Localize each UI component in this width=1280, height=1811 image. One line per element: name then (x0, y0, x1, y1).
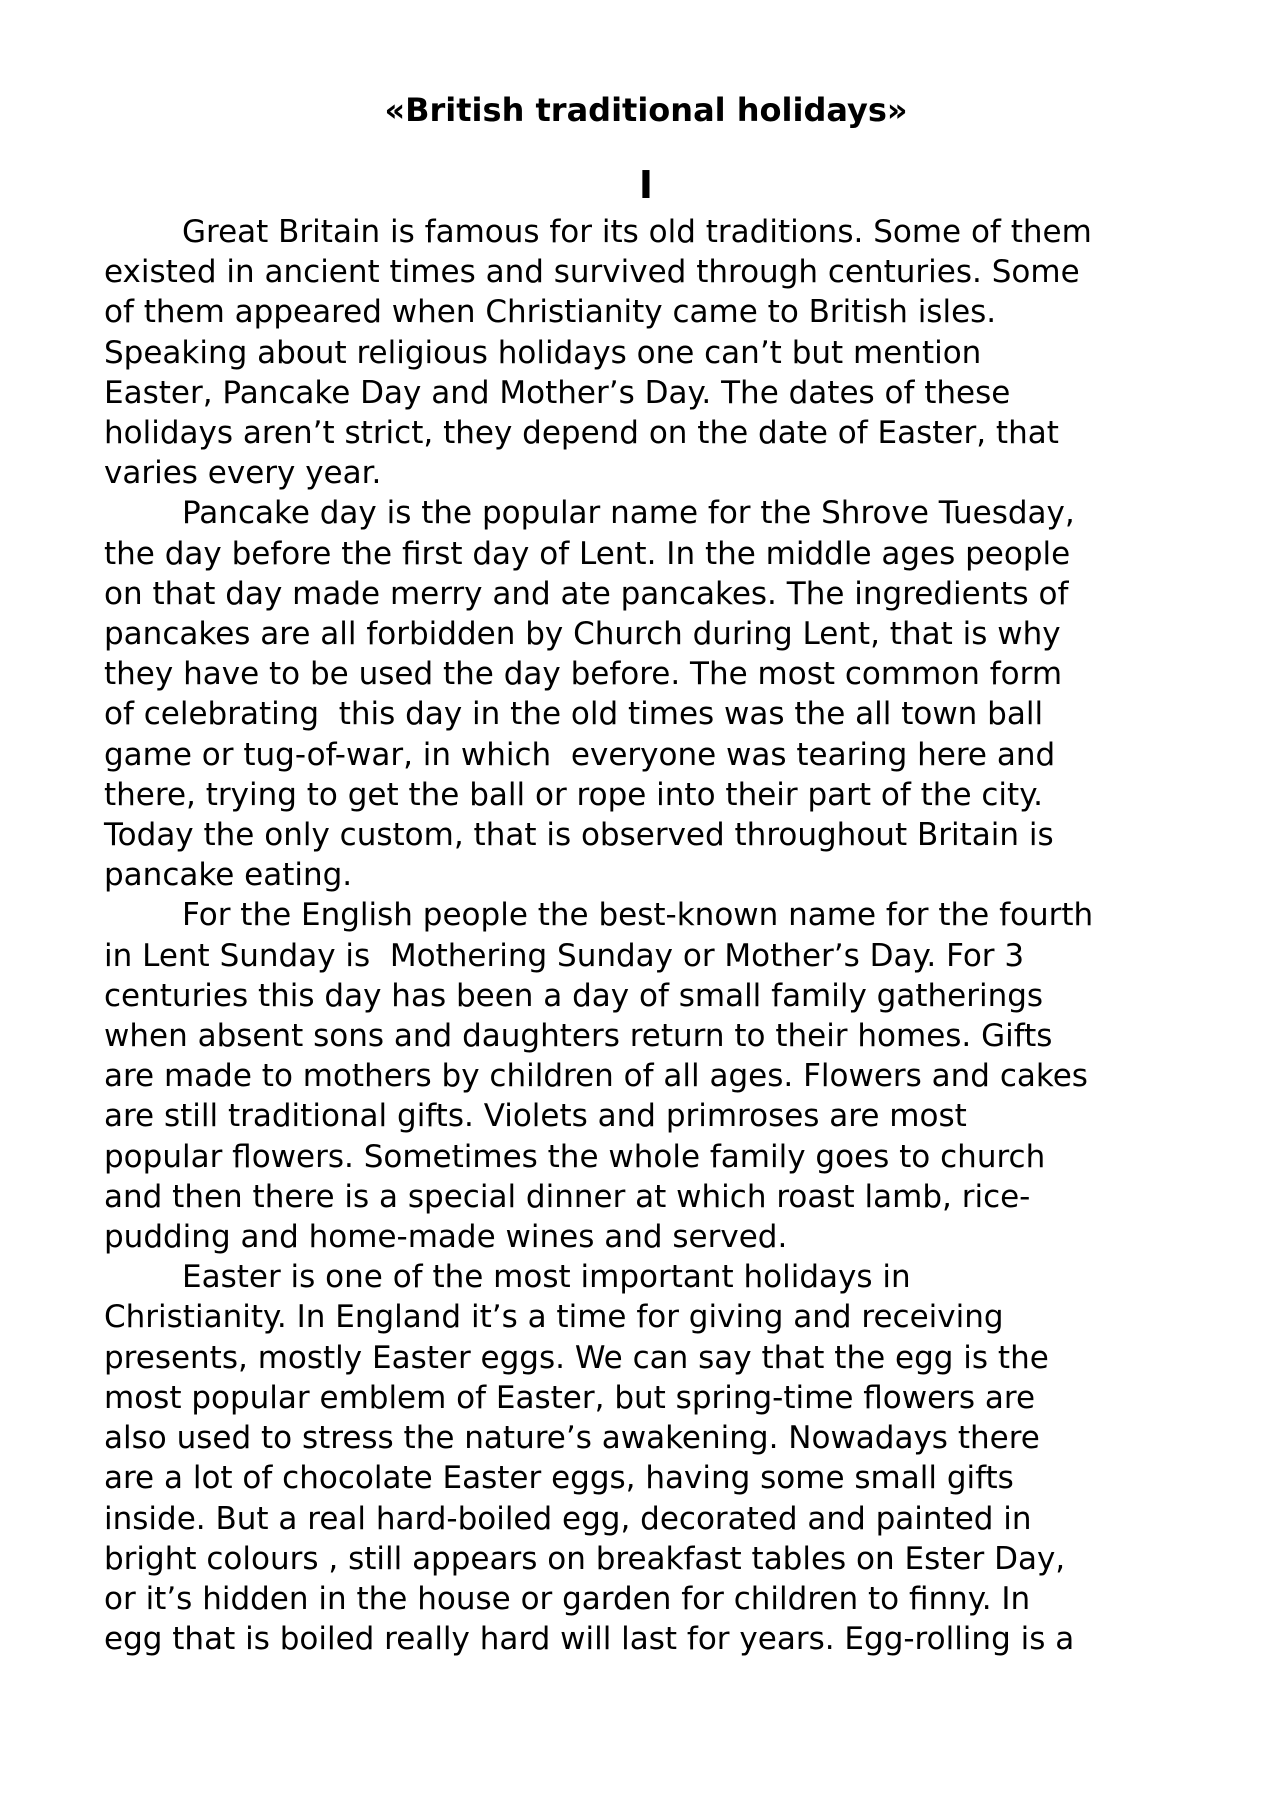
paragraph-line: the day before the first day of Lent. In the middle ages people (104, 535, 1071, 572)
paragraph-line: varies every year. (104, 455, 382, 492)
paragraph-line: Speaking about religious holidays one can’t but mention (104, 334, 982, 371)
paragraph-line: holidays aren’t strict, they depend on the date of Easter, that (104, 415, 1059, 452)
paragraph-line: and then there is a special dinner at which roast lamb, rice- (104, 1178, 1031, 1215)
paragraph-line: pancake eating. (104, 857, 353, 894)
paragraph-line: inside. But a real hard-boiled egg, decorated and painted in (104, 1500, 1032, 1537)
paragraph-line: of them appeared when Christianity came to British isles. (104, 294, 997, 331)
paragraph-line: Easter, Pancake Day and Mother’s Day. The dates of these (104, 374, 1011, 411)
paragraph-line: there, trying to get the ball or rope into their part of the city. (104, 776, 1043, 813)
paragraph-line: of celebrating this day in the old times was the all town ball (104, 696, 1044, 733)
paragraph-line: or it’s hidden in the house or garden for children to finny. In (104, 1580, 1031, 1617)
paragraph-line: on that day made merry and ate pancakes. The ingredients of (104, 575, 1069, 612)
paragraph (104, 895, 1210, 1257)
paragraph (104, 1257, 1210, 1659)
paragraph-line: most popular emblem of Easter, but spring-time flowers are (104, 1379, 1036, 1416)
paragraph-line: when absent sons and daughters return to their homes. Gifts (104, 1018, 1053, 1055)
paragraph-line: egg that is boiled really hard will last for years. Egg-rolling is a (104, 1621, 1075, 1658)
paragraph-line: Today the only custom, that is observed throughout Britain is (104, 817, 1054, 854)
paragraph-line: Christianity. In England it’s a time for giving and receiving (104, 1299, 1004, 1336)
paragraph-line: game or tug-of-war, in which everyone was tearing here and (104, 736, 1056, 773)
paragraph-line: they have to be used the day before. The most common form (104, 656, 1063, 693)
paragraph-line: presents, mostly Easter eggs. We can say that the egg is the (104, 1339, 1049, 1376)
paragraph-line: existed in ancient times and survived through centuries. Some (104, 254, 1080, 291)
paragraph (104, 212, 1210, 493)
paragraph (104, 493, 1210, 895)
paragraph-line: bright colours , still appears on breakfast tables on Ester Day, (104, 1540, 1066, 1577)
paragraph-line: also used to stress the nature’s awakening. Nowadays there (104, 1420, 1040, 1457)
paragraph-line: pudding and home-made wines and served. (104, 1219, 788, 1256)
paragraph-line: are made to mothers by children of all ages. Flowers and cakes (104, 1058, 1088, 1095)
document-title: «British traditional holidays» (384, 91, 908, 129)
body-text (104, 212, 1210, 1659)
section-number: I (638, 163, 654, 207)
paragraph-line: Easter is one of the most important holidays in (182, 1259, 911, 1296)
paragraph-line: centuries this day has been a day of small family gatherings (104, 977, 1044, 1014)
paragraph-line: popular flowers. Sometimes the whole family goes to church (104, 1138, 1046, 1175)
paragraph-line: pancakes are all forbidden by Church during Lent, that is why (104, 616, 1061, 653)
paragraph-line: in Lent Sunday is Mothering Sunday or Mother’s Day. For 3 (104, 937, 1025, 974)
paragraph-line: are a lot of chocolate Easter eggs, having some small gifts (104, 1460, 1014, 1497)
paragraph-line: are still traditional gifts. Violets and primroses are most (104, 1098, 967, 1135)
paragraph-line: Pancake day is the popular name for the Shrove Tuesday, (182, 495, 1075, 532)
paragraph-line: Great Britain is famous for its old traditions. Some of them (182, 214, 1092, 250)
paragraph-line: For the English people the best-known name for the fourth (182, 897, 1094, 934)
